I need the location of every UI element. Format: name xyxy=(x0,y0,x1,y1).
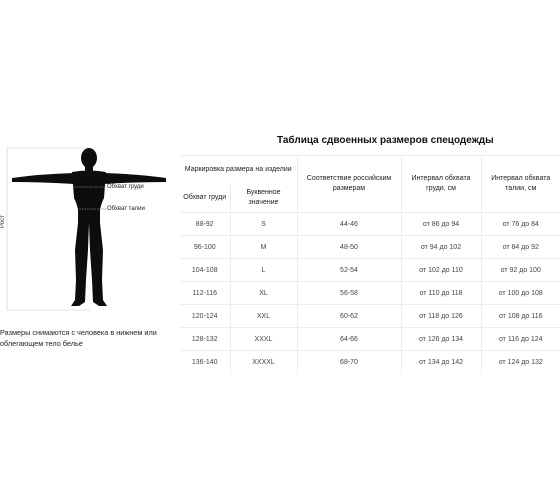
table-cell: 120-124 xyxy=(180,305,230,328)
table-cell: 52-54 xyxy=(297,259,401,282)
table-cell: от 126 до 134 xyxy=(401,328,481,351)
table-cell: XXL xyxy=(230,305,297,328)
table-cell: от 76 до 84 xyxy=(481,213,560,236)
table-cell: от 124 до 132 xyxy=(481,351,560,374)
table-cell: от 84 до 92 xyxy=(481,236,560,259)
table-cell: 104-108 xyxy=(180,259,230,282)
table-cell: XL xyxy=(230,282,297,305)
size-table xyxy=(180,155,560,374)
subheader-letter-size: Буквенное значение xyxy=(230,184,297,213)
table-row xyxy=(180,305,560,328)
table-cell: от 116 до 124 xyxy=(481,328,560,351)
table-cell: от 108 до 116 xyxy=(481,305,560,328)
header-waist-interval: Интервал обхвата талии, см xyxy=(481,156,560,213)
group-header-size-marking: Маркировка размера на изделии xyxy=(180,156,297,185)
human-silhouette-icon xyxy=(0,140,180,320)
table-cell: L xyxy=(230,259,297,282)
table-cell: от 134 до 142 xyxy=(401,351,481,374)
table-cell: от 110 до 118 xyxy=(401,282,481,305)
table-cell: 64-66 xyxy=(297,328,401,351)
chest-girth-label: Обхват груди xyxy=(107,184,144,190)
table-cell: 48-50 xyxy=(297,236,401,259)
table-cell: 44-46 xyxy=(297,213,401,236)
table-cell: 96-100 xyxy=(180,236,230,259)
table-cell: от 102 до 110 xyxy=(401,259,481,282)
table-cell: 56-58 xyxy=(297,282,401,305)
table-cell: от 86 до 94 xyxy=(401,213,481,236)
height-label: Рост xyxy=(0,215,6,228)
table-row xyxy=(180,282,560,305)
table-row xyxy=(180,213,560,236)
subheader-chest-girth: Обхват груди xyxy=(183,194,227,201)
header-russian-size: Соответствие российским размерам xyxy=(297,156,401,213)
header-chest-interval: Интервал обхвата груди, см xyxy=(401,156,481,213)
table-cell: M xyxy=(230,236,297,259)
table-cell: 60-62 xyxy=(297,305,401,328)
table-cell: от 100 до 108 xyxy=(481,282,560,305)
table-cell: 88-92 xyxy=(180,213,230,236)
table-cell: 128-132 xyxy=(180,328,230,351)
table-cell: от 94 до 102 xyxy=(401,236,481,259)
page-title: Таблица сдвоенных размеров спецодежды xyxy=(277,135,494,146)
table-row xyxy=(180,328,560,351)
table-row xyxy=(180,236,560,259)
table-row xyxy=(180,259,560,282)
table-row xyxy=(180,351,560,374)
body-silhouette-figure xyxy=(0,140,180,320)
measurement-note: Размеры снимаются с человека в нижнем или облегающем тело белье xyxy=(0,328,157,348)
table-cell: XXXL xyxy=(230,328,297,351)
table-cell: 136-140 xyxy=(180,351,230,374)
waist-girth-label: Обхват талии xyxy=(107,206,145,212)
table-cell: от 92 до 100 xyxy=(481,259,560,282)
table-cell: S xyxy=(230,213,297,236)
table-cell: от 118 до 126 xyxy=(401,305,481,328)
table-cell: 68-70 xyxy=(297,351,401,374)
table-cell: XXXXL xyxy=(230,351,297,374)
table-cell: 112-116 xyxy=(180,282,230,305)
